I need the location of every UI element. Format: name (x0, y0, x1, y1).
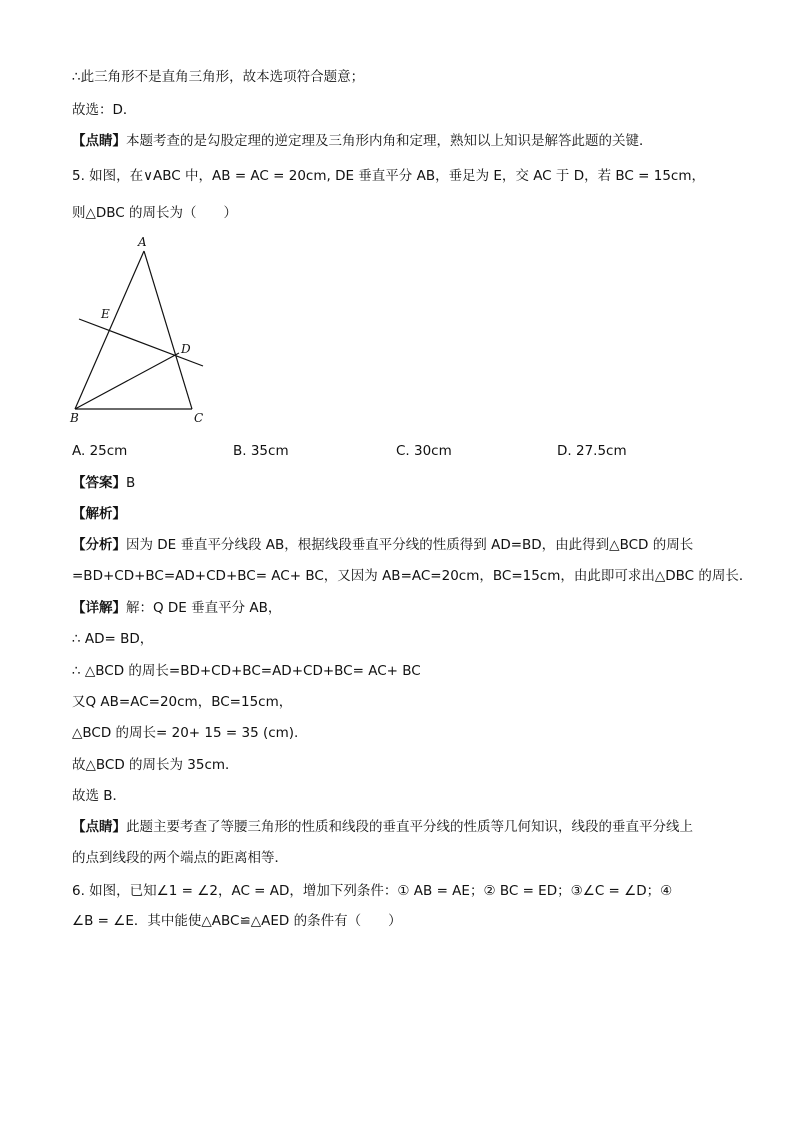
analysis-tag: 【分析】 (72, 537, 126, 553)
option-d: D. 27.5cm (557, 443, 627, 459)
option-c: C. 30cm (396, 443, 452, 459)
comment-2-text: 此题主要考查了等腰三角形的性质和线段的垂直平分线的性质等几何知识，线段的垂直平分线上 (126, 819, 693, 835)
comment-2-tag: 【点睛】 (72, 819, 126, 835)
solution-step-5: 故△BCD 的周长为 35cm． (72, 757, 239, 773)
segment-bd (75, 353, 179, 409)
comment-line (72, 131, 653, 151)
analysis-text: 因为 DE 垂直平分线段 AB，根据线段垂直平分线的性质得到 AD=BD，由此得到△BCD 的周长 (126, 537, 694, 553)
solution-step-1: ∴ AD= BD， (72, 631, 154, 647)
label-e: E (101, 307, 110, 321)
question-6-line-2: ∠B = ∠E．其中能使△ABC≌△AED 的条件有（ ） (72, 913, 402, 929)
solution-step-3: 又Q AB=AC=20cm，BC=15cm， (72, 694, 293, 710)
option-b: B. 35cm (233, 443, 289, 459)
answer-tag: 【答案】 (72, 475, 126, 491)
detail-tag: 【详解】 (72, 600, 126, 616)
comment-tag: 【点睛】 (72, 133, 126, 149)
conclusion-line: ∴此三角形不是直角三角形，故本选项符合题意； (72, 69, 365, 85)
question-5-line-2: 则△DBC 的周长为（ ） (72, 205, 238, 221)
comment-2-line-1 (72, 817, 693, 837)
detail-text: 解：Q DE 垂直平分 AB， (126, 600, 282, 616)
analysis-line-1 (72, 535, 693, 555)
solution-step-4: △BCD 的周长= 20+ 15 = 35 (cm). (72, 725, 299, 741)
side-ac (144, 251, 192, 409)
answer-line (72, 473, 135, 493)
solution-step-2: ∴ △BCD 的周长=BD+CD+BC=AD+CD+BC= AC+ BC (72, 663, 421, 679)
question-5-line-1: 5. 如图，在∨ABC 中，AB = AC = 20cm, DE 垂直平分 AB，垂足为 E，交 AC 于 D，若 BC = 15cm， (72, 168, 705, 184)
detail-line (72, 598, 281, 618)
answer-value: B (126, 475, 136, 491)
label-b: B (70, 411, 79, 425)
analysis-line-2: =BD+CD+BC=AD+CD+BC= AC+ BC，又因为 AB=AC=20cm，BC=15cm，由此即可求出△DBC 的周长． (72, 568, 753, 584)
question-6-line-1: 6. 如图，已知∠1 = ∠2，AC = AD，增加下列条件：① AB = AE；② BC = ED；③∠C = ∠D；④ (72, 883, 673, 899)
option-a: A. 25cm (72, 443, 128, 459)
label-c: C (194, 411, 204, 425)
comment-2-line-2: 的点到线段的两个端点的距离相等． (72, 850, 288, 866)
solution-step-6: 故选 B． (72, 788, 127, 804)
answer-choice-line: 故选：D． (72, 102, 137, 118)
label-d: D (181, 342, 191, 356)
label-a: A (138, 235, 147, 249)
comment-text: 本题考查的是勾股定理的逆定理及三角形内角和定理，熟知以上知识是解答此题的关键． (126, 133, 653, 149)
triangle-figure (62, 232, 212, 432)
analysis-heading: 【解析】 (72, 506, 126, 522)
